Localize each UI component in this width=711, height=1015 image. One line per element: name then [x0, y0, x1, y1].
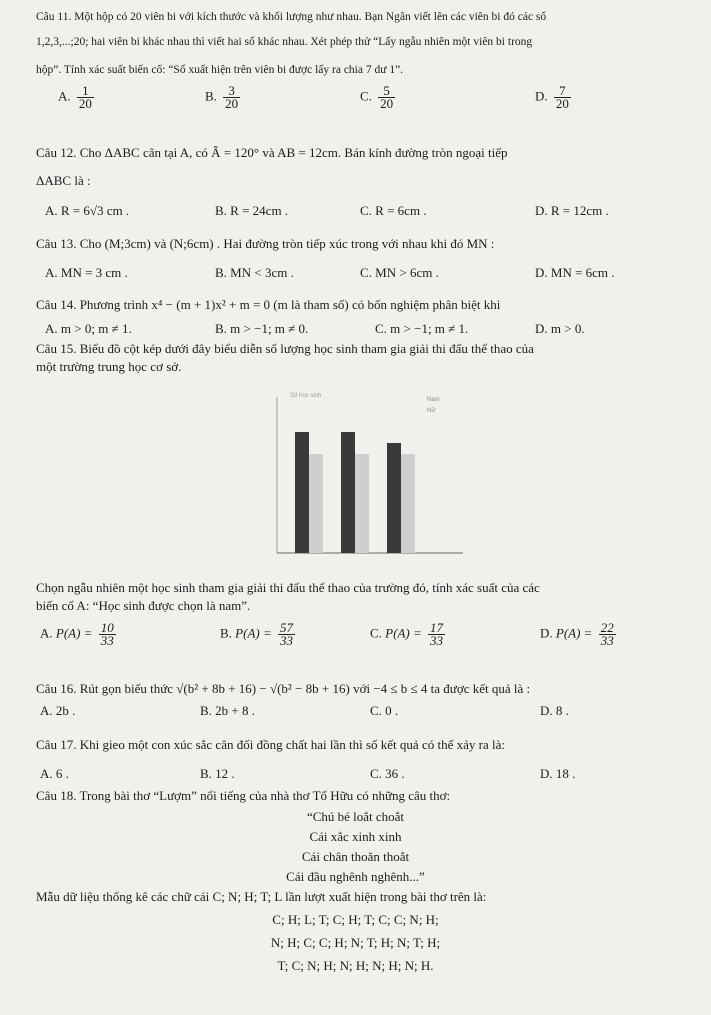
q14-line1: Câu 14. Phương trình x⁴ − (m + 1)x² + m = 0 (m là tham số) có bốn nghiệm phân biệt khi [36, 297, 501, 312]
q11-option-c[interactable] [360, 85, 395, 110]
q12-line1: Câu 12. Cho ΔABC cân tại A, có Â = 120° và AB = 12cm. Bán kính đường tròn ngoại tiếp [36, 145, 508, 160]
denominator: 33 [429, 633, 443, 648]
data-line: N; H; C; C; H; N; T; H; N; T; H; [270, 935, 441, 950]
numerator: 5 [378, 85, 395, 98]
denominator: 33 [100, 633, 114, 648]
q16-option-a[interactable]: A. 2b . [40, 703, 76, 718]
q12-line2: ΔABC là : [36, 173, 91, 188]
q14-option-b[interactable]: B. m > −1; m ≠ 0. [215, 321, 309, 336]
q11-option-d[interactable] [535, 85, 571, 110]
bar-nu-3 [401, 454, 415, 553]
q11-option-a[interactable] [58, 85, 94, 110]
q13-option-b[interactable]: B. MN < 3cm . [215, 265, 294, 280]
poem-line: “Chú bé loắt choắt [306, 809, 405, 824]
chart-title: Số học sinh [290, 393, 322, 399]
numerator: 22 [600, 620, 614, 635]
numerator: 1 [77, 85, 94, 98]
q13-option-a[interactable]: A. MN = 3 cm . [45, 265, 128, 280]
poem-line: Cái chân thoăn thoắt [301, 849, 410, 864]
option-prefix: P(A) = [55, 625, 93, 641]
denominator: 20 [225, 96, 239, 111]
q15-option-d[interactable] [540, 622, 616, 647]
q18-line1: Câu 18. Trong bài thơ “Lượm” nổi tiếng của nhà thơ Tố Hữu có những câu thơ: [36, 788, 451, 803]
poem-line: Cái xắc xinh xinh [309, 829, 402, 844]
double-bar-chart [255, 385, 470, 565]
q12-option-a[interactable]: A. R = 6√3 cm . [45, 203, 130, 218]
bar-nam-1 [295, 432, 309, 553]
q15-option-c[interactable] [370, 622, 445, 647]
q11-option-b[interactable] [205, 85, 240, 110]
q15-line3: Chọn ngẫu nhiên một học sinh tham gia giải thi đấu thể thao của trường đó, tính xác suất của các [36, 580, 540, 595]
option-label: C. [370, 625, 382, 641]
q16-option-b[interactable]: B. 2b + 8 . [200, 703, 256, 718]
legend-nam: Nam [427, 397, 440, 403]
q15-line4: biến cố A: “Học sinh được chọn là nam”. [36, 598, 251, 613]
numerator: 17 [429, 620, 443, 635]
q17-option-c[interactable]: C. 36 . [370, 766, 405, 781]
numerator: 57 [279, 620, 293, 635]
q17-option-a[interactable]: A. 6 . [40, 766, 69, 781]
q18-line2: Mẫu dữ liệu thống kê các chữ cái C; N; H; T; L lần lượt xuất hiện trong bài thơ trên là: [36, 889, 487, 904]
denominator: 20 [78, 96, 92, 111]
q16-line1: Câu 16. Rút gọn biểu thức √(b² + 8b + 16) − √(b² − 8b + 16) với −4 ≤ b ≤ 4 ta được kết quả là : [36, 681, 531, 696]
chart-legend [427, 397, 440, 414]
q11-line1: Câu 11. Một hộp có 20 viên bi với kích thước và khối lượng như nhau. Bạn Ngân viết lên các viên bi đó các số [36, 11, 547, 23]
option-prefix: P(A) = [555, 625, 593, 641]
denominator: 33 [600, 633, 614, 648]
q11-line3: hộp”. Tính xác suất biến cố: “Số xuất hiện trên viên bi được lấy ra chia 7 dư 1”. [36, 64, 404, 76]
q12-option-c[interactable]: C. R = 6cm . [360, 203, 427, 218]
q17-line1: Câu 17. Khi gieo một con xúc sắc cân đối đồng chất hai lần thì số kết quả có thể xảy ra là: [36, 737, 505, 752]
q15-option-b[interactable] [220, 622, 295, 647]
q16-option-c[interactable]: C. 0 . [370, 703, 399, 718]
q14-option-c[interactable]: C. m > −1; m ≠ 1. [375, 321, 469, 336]
option-label: C. [360, 88, 372, 104]
option-label: B. [220, 625, 232, 641]
legend-nu: Nữ [427, 408, 436, 414]
option-prefix: P(A) = [385, 625, 422, 641]
q17-option-d[interactable]: D. 18 . [540, 766, 576, 781]
q12-option-d[interactable]: D. R = 12cm . [535, 203, 609, 218]
q15-option-a[interactable] [40, 622, 116, 647]
option-label: B. [205, 88, 217, 104]
numerator: 7 [554, 85, 571, 98]
numerator: 3 [223, 85, 240, 98]
q13-option-c[interactable]: C. MN > 6cm . [360, 265, 439, 280]
q15-line1: Câu 15. Biểu đồ cột kép dưới đây biểu diễn số lượng học sinh tham gia giải thi đấu thể thao của [36, 341, 534, 356]
q12-option-b[interactable]: B. R = 24cm . [215, 203, 289, 218]
q13-line1: Câu 13. Cho (M;3cm) và (N;6cm) . Hai đường tròn tiếp xúc trong với nhau khi đó MN : [36, 236, 495, 251]
option-label: D. [540, 625, 553, 641]
q14-option-d[interactable]: D. m > 0. [535, 321, 585, 336]
data-line: C; H; L; T; C; H; T; C; C; N; H; [272, 912, 439, 927]
bar-nam-2 [341, 432, 355, 553]
q13-option-d[interactable]: D. MN = 6cm . [535, 265, 615, 280]
denominator: 33 [279, 633, 293, 648]
bar-nu-1 [309, 454, 323, 553]
bars-group [295, 432, 415, 553]
q14-option-a[interactable]: A. m > 0; m ≠ 1. [45, 321, 132, 336]
q11-line2: 1,2,3,...;20; hai viên bi khác nhau thì viết hai số khác nhau. Xét phép thử “Lấy ngẫu nhiên một viên bi trong [36, 36, 533, 48]
q16-option-d[interactable]: D. 8 . [540, 703, 569, 718]
numerator: 10 [100, 620, 114, 635]
bar-nam-3 [387, 443, 401, 553]
q17-option-b[interactable]: B. 12 . [200, 766, 235, 781]
option-prefix: P(A) = [235, 625, 272, 641]
data-line: T; C; N; H; N; H; N; H; N; H. [277, 958, 434, 973]
q15-line2: một trường trung học cơ sở. [36, 359, 182, 374]
option-label: A. [58, 88, 71, 104]
denominator: 20 [555, 96, 569, 111]
option-label: D. [535, 88, 548, 104]
poem-line: Cái đầu nghênh nghênh...” [286, 869, 425, 884]
denominator: 20 [380, 96, 394, 111]
bar-nu-2 [355, 454, 369, 553]
option-label: A. [40, 625, 53, 641]
